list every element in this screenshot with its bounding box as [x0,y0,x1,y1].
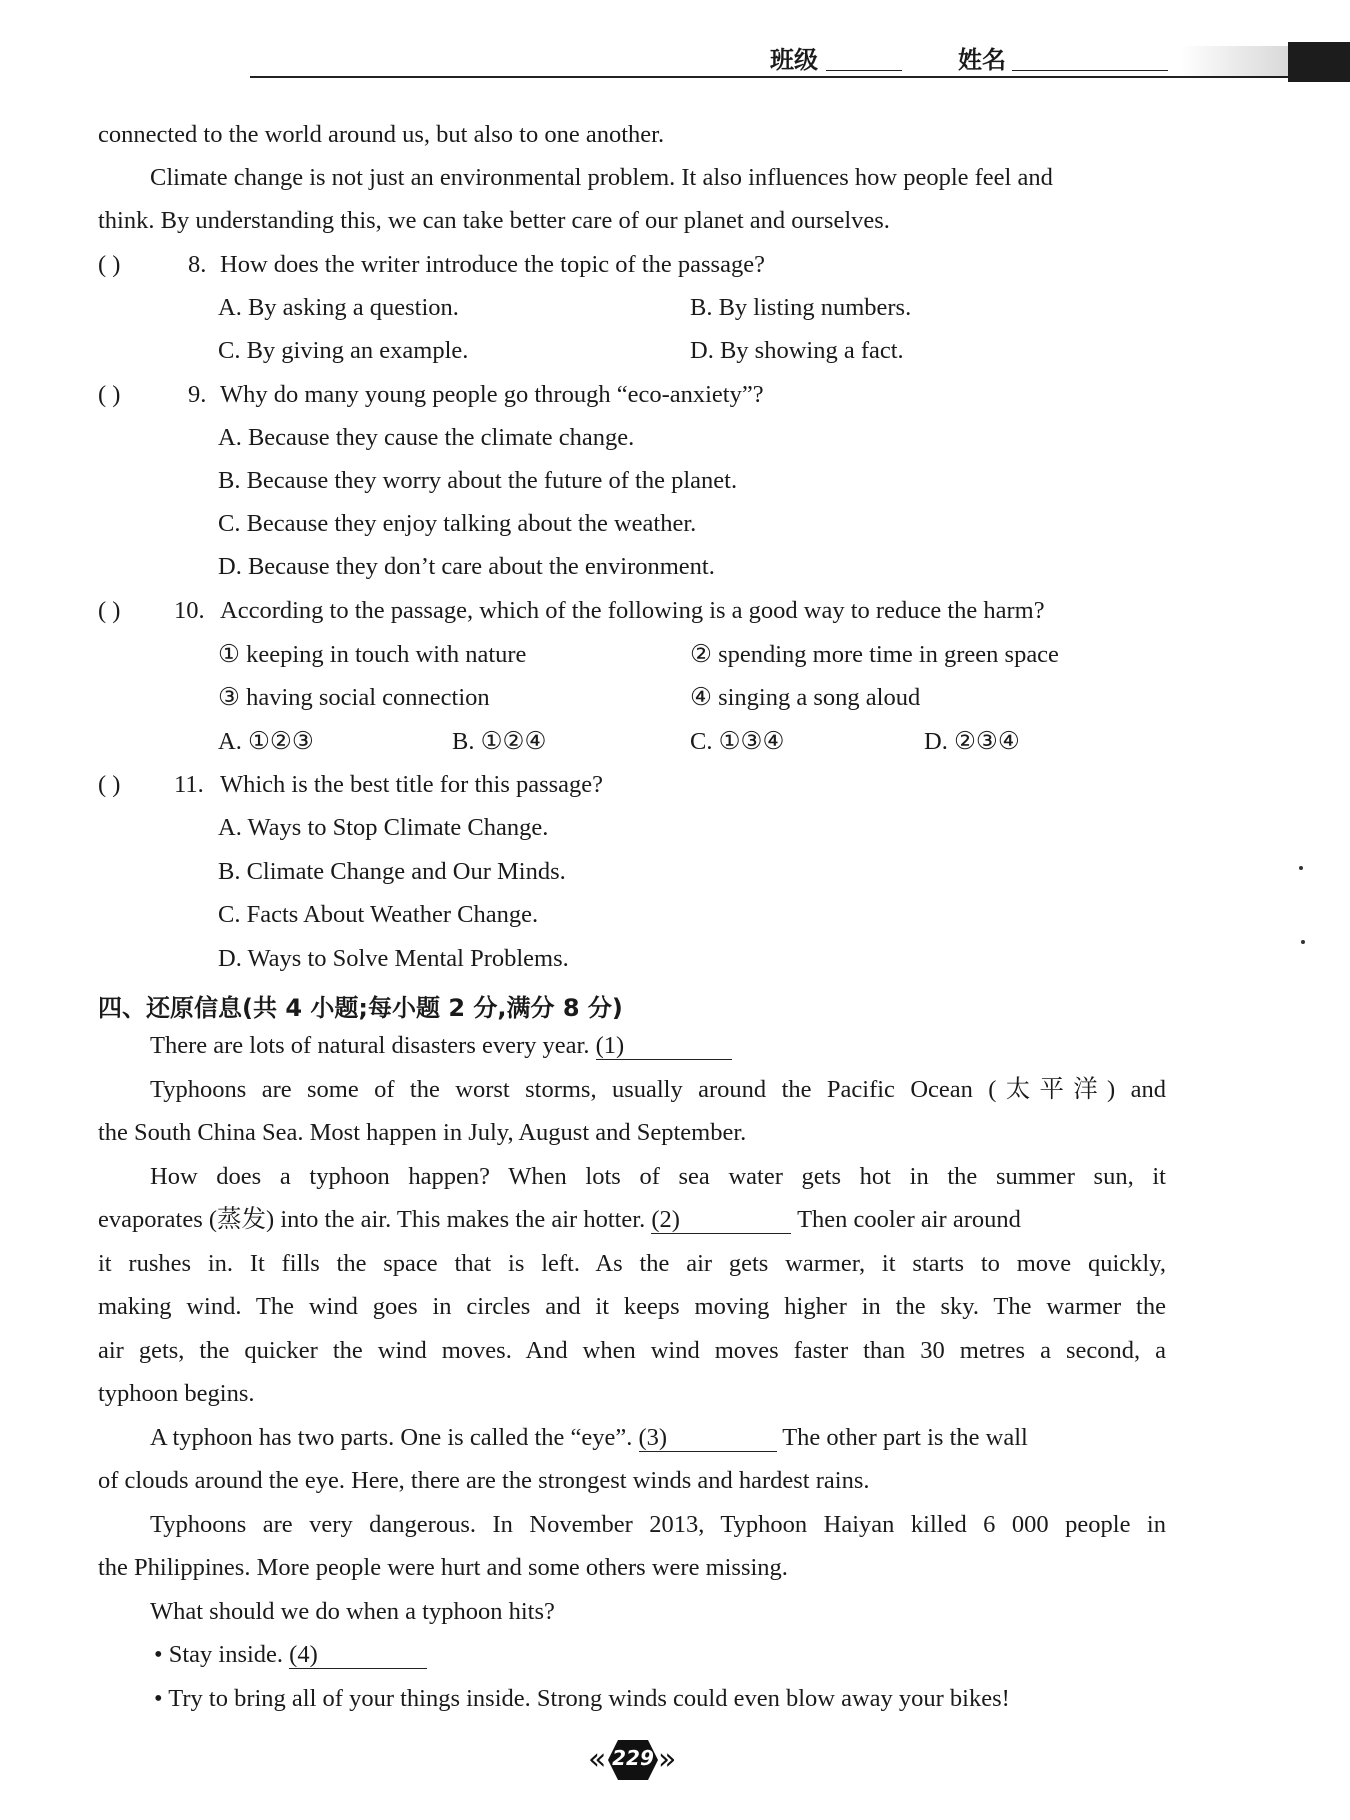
q9-option-d[interactable]: D. Because they don’t care about the environment. [218,553,715,580]
q11-option-a[interactable]: A. Ways to Stop Climate Change. [218,814,549,841]
q9-option-b[interactable]: B. Because they worry about the future of the planet. [218,467,738,494]
bullet-1 [154,1640,427,1670]
q10-option-a[interactable]: A. ①②③ [218,728,314,755]
s4-p1 [150,1031,732,1061]
q9-option-a[interactable]: A. Because they cause the climate change. [218,424,635,451]
s4-p3-line2 [98,1205,1166,1235]
header-black-tab [1288,42,1350,82]
s4-p3-line5: air gets, the quicker the wind moves. And when wind moves faster than 30 metres a second, a [98,1337,1166,1364]
s4-p4-line1 [150,1423,1028,1453]
s4-p3-line4: making wind. The wind goes in circles and it keeps moving higher in the sky. The warmer the [98,1293,1166,1320]
reading-conclusion-line1: Climate change is not just an environmental problem. It also influences how people feel and [150,164,1053,191]
blank-2[interactable]: (2) [651,1207,791,1234]
s4-p3-line1: How does a typhoon happen? When lots of sea water gets hot in the summer sun, it [150,1163,1166,1190]
q9-option-c[interactable]: C. Because they enjoy talking about the weather. [218,510,697,537]
name-label: 姓名 [958,46,1006,74]
s4-p2-line1: Typhoons are some of the worst storms, usually around the Pacific Ocean (太平洋) and [150,1076,1166,1103]
s4-p3-line6: typhoon begins. [98,1380,255,1407]
page-number-badge [588,1738,678,1782]
s4-p3-line3: it rushes in. It fills the space that is left. As the air gets warmer, it starts to move quickly, [98,1250,1166,1277]
s4-p4-line1-a: A typhoon has two parts. One is called the “eye”. [150,1424,633,1451]
chevron-right-icon: » [658,1742,677,1777]
question-10-text: According to the passage, which of the following is a good way to reduce the harm? [220,597,1045,624]
question-9-text: Why do many young people go through “eco-anxiety”? [220,381,764,408]
answer-paren-q10[interactable]: ( ) [98,597,121,624]
s4-p6: What should we do when a typhoon hits? [150,1598,555,1625]
s4-p1-text: There are lots of natural disasters every year. [150,1032,590,1059]
question-8-number: 8. [188,251,207,278]
class-blank[interactable] [826,70,902,71]
q11-option-b[interactable]: B. Climate Change and Our Minds. [218,858,566,885]
s4-p3-line2-b: Then cooler air around [797,1206,1021,1233]
bullet-1-text: • Stay inside. [154,1641,284,1668]
q8-option-d[interactable]: D. By showing a fact. [690,337,904,364]
q11-option-d[interactable]: D. Ways to Solve Mental Problems. [218,945,569,972]
q10-item-2: ② spending more time in green space [690,641,1059,668]
header-rule [250,76,1300,78]
answer-paren-q8[interactable]: ( ) [98,251,121,278]
bullet-2: • Try to bring all of your things inside. Strong winds could even blow away your bikes! [154,1685,1010,1712]
s4-p5-line1: Typhoons are very dangerous. In November 2013, Typhoon Haiyan killed 6 000 people in [150,1511,1166,1538]
s4-p4-line1-b: The other part is the wall [782,1424,1028,1451]
q8-option-b[interactable]: B. By listing numbers. [690,294,912,321]
q8-option-c[interactable]: C. By giving an example. [218,337,469,364]
q11-option-c[interactable]: C. Facts About Weather Change. [218,901,539,928]
q10-option-b[interactable]: B. ①②④ [452,728,547,755]
blank-1[interactable]: (1) [596,1033,732,1060]
blank-3[interactable]: (3) [639,1425,777,1452]
blank-4[interactable]: (4) [289,1642,427,1669]
chevron-left-icon: « [588,1742,607,1777]
question-9-number: 9. [188,381,207,408]
q10-item-4: ④ singing a song aloud [690,684,921,711]
s4-p4-line2: of clouds around the eye. Here, there are the strongest winds and hardest rains. [98,1467,870,1494]
question-8-text: How does the writer introduce the topic of the passage? [220,251,765,278]
q10-item-3: ③ having social connection [218,684,490,711]
q10-option-c[interactable]: C. ①③④ [690,728,785,755]
reading-conclusion-line2: think. By understanding this, we can take better care of our planet and ourselves. [98,207,890,234]
answer-paren-q11[interactable]: ( ) [98,771,121,798]
q10-option-d[interactable]: D. ②③④ [924,728,1020,755]
class-label: 班级 [770,46,818,74]
answer-paren-q9[interactable]: ( ) [98,381,121,408]
reading-continued-line: connected to the world around us, but also to one another. [98,121,665,148]
question-11-text: Which is the best title for this passage? [220,771,604,798]
question-11-number: 11. [174,771,204,798]
section-4-title: 四、还原信息(共 4 小题;每小题 2 分,满分 8 分) [98,994,623,1022]
question-10-number: 10. [174,597,205,624]
header-decoration [1180,46,1288,78]
scan-speck [1301,940,1305,944]
q10-item-1: ① keeping in touch with nature [218,641,527,668]
s4-p3-line2-a: evaporates (蒸发) into the air. This makes the air hotter. [98,1206,646,1233]
scan-speck [1299,866,1303,870]
name-blank[interactable] [1012,70,1168,71]
s4-p2-line2: the South China Sea. Most happen in July, August and September. [98,1119,747,1146]
page-number: 229 [612,1746,654,1770]
s4-p5-line2: the Philippines. More people were hurt and some others were missing. [98,1554,788,1581]
q8-option-a[interactable]: A. By asking a question. [218,294,459,321]
